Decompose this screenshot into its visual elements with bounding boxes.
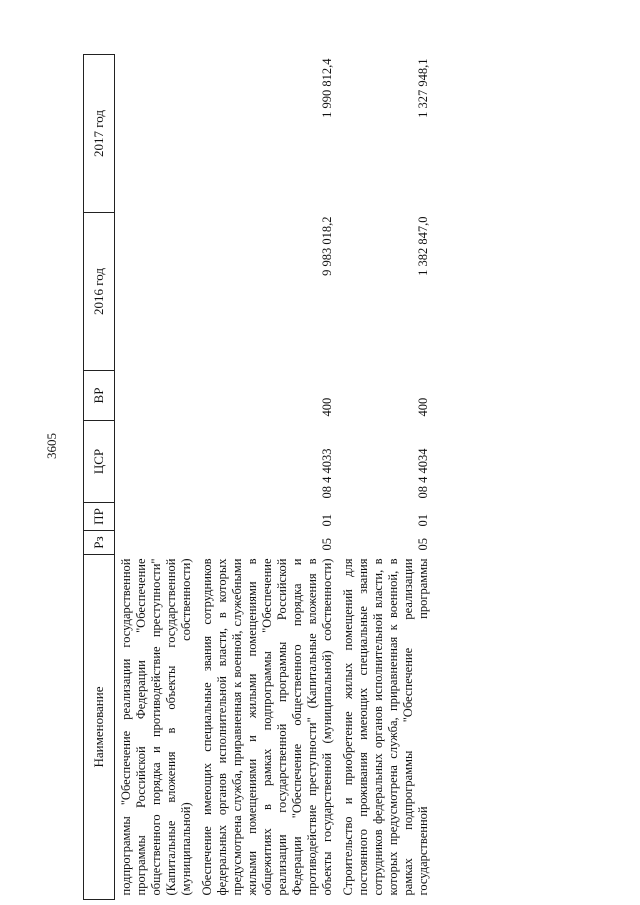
table-row — [337, 55, 433, 900]
row-2017: 1 990 812,4 — [320, 58, 334, 118]
budget-sheet — [83, 55, 628, 900]
header-vr: ВР — [84, 371, 115, 421]
header-name: Наименование — [84, 555, 115, 900]
row-2016: 1 382 847,0 — [416, 216, 430, 276]
table-header-row — [84, 55, 115, 900]
row-name: подпрограммы "Обеспечение реализации государственной программы Российской Федерации "Обеспечение общественного порядка и противодействие преступности" (Капитальные вложения в объекты государственной (муниципальной) собственности) — [119, 558, 193, 896]
budget-table — [83, 54, 433, 900]
rotated-page-content — [83, 55, 628, 900]
row-name: Строительство и приобретение жилых помещений для постоянного проживания имеющих специальные звания сотрудников федеральных органов исполнительной власти, в которых предусмотрена служба, приравненная к военной, в рамках подпрограммы "Обеспечение реализации государственной программы — [341, 558, 430, 896]
row-vr: 400 — [320, 397, 334, 417]
header-csr: ЦСР — [84, 421, 115, 503]
header-2017: 2017 год — [84, 55, 115, 213]
row-2016: 9 983 018,2 — [320, 216, 334, 276]
row-pr: 01 — [320, 514, 334, 527]
row-csr: 08 4 4033 — [320, 448, 334, 499]
row-2017: 1 327 948,1 — [416, 58, 430, 118]
row-rz: 05 — [320, 538, 334, 551]
header-2016: 2016 год — [84, 213, 115, 371]
row-pr: 01 — [416, 514, 430, 527]
table-row — [196, 55, 337, 900]
table-row — [115, 55, 197, 900]
row-name: Обеспечение имеющих специальные звания сотрудников федеральных органов исполнительной власти, в которых предусмотрена служба, приравненная к военной, служебными жилыми помещениями и жилыми помещениями в общежитиях в рамках подпрограммы "Обеспечение реализации государственной программы Российской Федерации "Обеспечение общественного порядка и противодействие преступности" (Капитальные вложения в объекты государственной (муниципальной) собственности) — [200, 558, 334, 896]
row-vr: 400 — [416, 397, 430, 417]
header-pr: ПР — [84, 503, 115, 531]
row-rz: 05 — [416, 538, 430, 551]
header-rz: Рз — [84, 531, 115, 555]
page-number: 3605 — [44, 433, 59, 459]
row-csr: 08 4 4034 — [416, 448, 430, 499]
